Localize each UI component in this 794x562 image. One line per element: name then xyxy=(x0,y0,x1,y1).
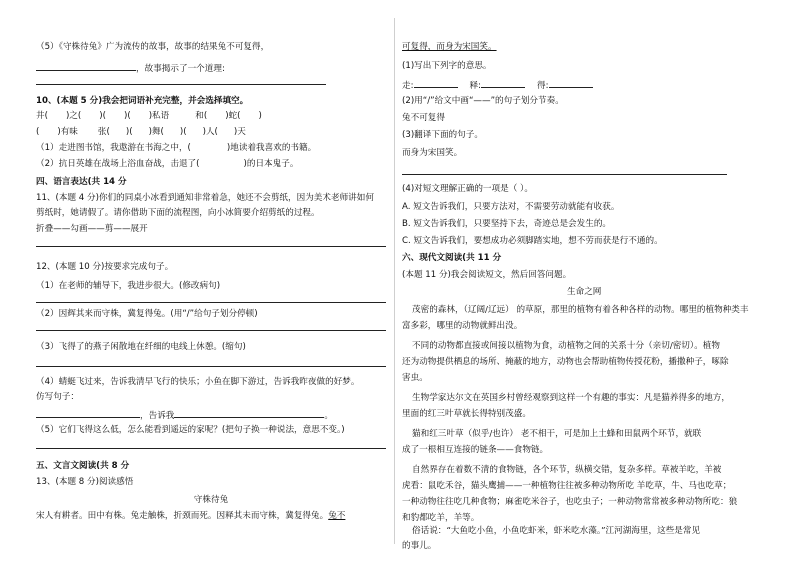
r3-sentence: 而身为宋国笑。 xyxy=(402,148,463,158)
q10-row1 xyxy=(36,111,262,122)
q12-heading: 12、(本题 10 分)按要求完成句子。 xyxy=(36,262,174,272)
q10-row2 xyxy=(36,127,246,138)
q12-4-line1: （4）蜻蜓飞过来，告诉我清早飞行的快乐；小鱼在脚下游过，告诉我昨夜做的好梦。 xyxy=(36,377,360,387)
sentence-text: ，告诉我 xyxy=(140,411,175,421)
q5-suffix: ，故事揭示了一个道理: xyxy=(136,64,225,74)
q13-heading: 13、(本题 8 分)阅读感悟 xyxy=(36,477,134,487)
idiom-part: 井( xyxy=(36,111,48,121)
essay-p4-l2: 成了一根相互连接的链条——食物链。 xyxy=(402,445,549,455)
char-label: 释: xyxy=(469,81,481,91)
idiom-part: )私语 xyxy=(148,111,170,121)
idiom-part: )蛇( xyxy=(225,111,241,121)
q11-line1: 11、(本题 4 分)你们的同桌小冰看到通知非常着急，她还不会剪纸，因为美术老师讲如何 xyxy=(36,193,374,203)
q12-1-answer-rule[interactable] xyxy=(36,302,386,303)
q12-5: （5）它们飞得这么低，怎么能看到遥远的家呢？(把句子换一种说法，意思不变。) xyxy=(36,425,345,435)
sentence-text: （1）走进图书馆，我遨游在书海之中，( xyxy=(36,143,191,153)
essay-p1-l2: 富多彩，哪里的动物就鲜出没。 xyxy=(402,321,523,331)
right-column xyxy=(402,0,767,562)
idiom-part: 和( xyxy=(195,111,208,121)
essay-p4-l1: 猫和红三叶草（似乎/也许） 老不相干，可是加上土蜂和田鼠两个环节，就联 xyxy=(412,429,702,439)
essay-p2-l1: 不同的动物都直接或间接以植物为食，动植物之间的关系十分（亲切/密切）。植物 xyxy=(412,341,720,351)
section5-heading: 五、文言文阅读(共 8 分 xyxy=(36,461,130,471)
story-title: 守株待兔 xyxy=(193,495,229,505)
r3-answer-rule[interactable] xyxy=(402,174,727,175)
idiom-part: )舞( xyxy=(148,127,164,137)
essay-p2-l2: 还为动物提供栖息的场所、掩蔽的地方，动物也会帮助植物传授花粉，播撒种子，啄除 xyxy=(402,357,729,367)
q12-4-line2: 仿写句子： xyxy=(36,392,79,402)
idiom-part: ( xyxy=(36,127,40,137)
essay-title: 生命之网 xyxy=(567,287,602,297)
idiom-part: )( xyxy=(99,111,106,121)
r2-question: (2)用“/”给文中画“——”的句子划分节奏。 xyxy=(402,96,564,106)
essay-p5-l2: 虎看：鼠吃禾谷，猫头鹰捕——一种植物往往被多种动物所吃 羊吃草，牛、马也吃草； xyxy=(402,481,732,491)
essay-p3-l2: 里面的红三叶草就长得特别茂盛。 xyxy=(402,409,531,419)
q12-4-blank1[interactable] xyxy=(36,408,140,418)
idiom-part: )有味 xyxy=(57,127,78,137)
idiom-part: )天 xyxy=(233,127,246,137)
story-continuation: 可复得，而身为宋国笑。 xyxy=(402,42,497,52)
q5-line xyxy=(36,42,269,53)
char-blank[interactable] xyxy=(481,78,525,88)
option-b: B. 短文告诉我们，只要坚持下去，奇迹总是会发生的。 xyxy=(402,219,612,229)
sentence-text: （2）抗日英雄在战场上浴血奋战，击退了( xyxy=(36,159,200,169)
q12-3-answer-rule[interactable] xyxy=(36,366,386,367)
essay-p6-l2: 的事儿。 xyxy=(402,541,437,551)
q12-4-answer-line xyxy=(36,408,333,422)
idiom-part: )( xyxy=(125,127,133,137)
q12-2-answer-rule[interactable] xyxy=(36,330,386,331)
q12-3: （3）飞得了的燕子闲散地在纤细的电线上休憩。(缩句) xyxy=(36,342,246,352)
r1-question: (1)写出下列字的意思。 xyxy=(402,61,492,71)
idiom-part: )( xyxy=(123,111,131,121)
q10-sentence2 xyxy=(36,159,298,170)
char-label: 走: xyxy=(402,81,414,91)
idiom-part: 张( xyxy=(97,127,110,137)
char-label: 得: xyxy=(537,81,549,91)
q10-heading: 10、(本题 5 分)我会把词语补充完整，并会选择填空。 xyxy=(36,96,249,106)
story-text: 宋人有耕者。田中有株。兔走触株，折颈而死。因释其未而守株，冀复得兔。 xyxy=(36,511,329,521)
char-blank[interactable] xyxy=(414,78,458,88)
option-a: A. 短文告诉我们，只要方法对，不需要劳动就能有收获。 xyxy=(402,202,620,212)
q12-4-blank2[interactable] xyxy=(174,408,324,418)
idiom-part: ) xyxy=(258,111,262,121)
essay-p5-l4: 和豹都吃羊，羊等。 xyxy=(402,513,480,523)
essay-p2-l3: 害虫。 xyxy=(402,373,428,383)
q11-line2: 剪纸时，她请假了。请你借助下面的流程图，向小冰简要介绍剪纸的过程。 xyxy=(36,208,320,218)
option-c: C. 短文告诉我们，要想成功必须脚踏实地，想不劳而获是行不通的。 xyxy=(402,236,663,246)
q5-answer-line xyxy=(36,61,225,75)
q12-1: （1）在老师的辅导下，我进步很大。(修改病句) xyxy=(36,281,221,291)
r1-items xyxy=(402,78,593,92)
essay-p5-l3: 一种动物往往吃几种食物；麻雀吃米谷子，也吃虫子；一种动物常常被多种动物所吃：狼 xyxy=(402,497,738,507)
idiom-part: )之( xyxy=(65,111,82,121)
q12-2: （2）因辉其来而守株，冀复得兔。(用“/”给句子划分停顿) xyxy=(36,309,258,319)
r2-sentence: 兔不可复得 xyxy=(402,113,445,123)
q10-sentence1 xyxy=(36,143,316,154)
q5-answer-rule[interactable] xyxy=(36,84,326,85)
sentence-text: )的日本鬼子。 xyxy=(243,159,299,169)
r3-question: (3)翻译下面的句子。 xyxy=(402,130,483,140)
sentence-text: 。 xyxy=(324,411,333,421)
section6-heading: 六、现代文阅读(共 11 分 xyxy=(402,253,502,263)
q11-answer-rule[interactable] xyxy=(36,246,386,247)
essay-p1-l1: 茂密的森林，（辽阔/辽远） 的草原，那里的植物有着各种各样的动物。哪里的植物种类丰 xyxy=(412,305,749,315)
q12-5-answer-rule[interactable] xyxy=(36,448,386,449)
left-column xyxy=(36,0,386,562)
idiom-part: )人( xyxy=(202,127,218,137)
reading-intro: (本题 11 分)我会阅读短文，然后回答问题。 xyxy=(402,270,572,280)
essay-p3-l1: 生物学家达尔文在英国乡村曾经观察到这样一个有趣的事实：凡是猫养得多的地方， xyxy=(412,393,730,403)
column-divider xyxy=(394,18,395,544)
idiom-part: )( xyxy=(179,127,187,137)
q5-blank[interactable] xyxy=(36,61,136,71)
section4-heading: 四、语言表达(共 14 分 xyxy=(36,177,127,187)
essay-p6-l1: 俗话说：“大鱼吃小鱼，小鱼吃虾米，虾米吃水藻。”江河湖海里，这些是常见 xyxy=(412,526,701,536)
story-underlined-text: 兔不 xyxy=(328,511,346,521)
story-line1 xyxy=(36,511,345,522)
q5-prefix: （5）《守株待兔》广为流传的故事，故事的结果兔不可复得， xyxy=(36,42,270,52)
r4-question: (4)对短文理解正确的一项是（ ）。 xyxy=(402,184,533,194)
sentence-text: )地读着我喜欢的书籍。 xyxy=(226,143,317,153)
char-blank[interactable] xyxy=(549,78,593,88)
essay-p5-l1: 自然界存在着数不清的食物链，各个环节，纵横交错，复杂多样。草被羊吃，羊被 xyxy=(412,465,722,475)
q11-flow: 折叠——勾画——剪——展开 xyxy=(36,224,148,234)
